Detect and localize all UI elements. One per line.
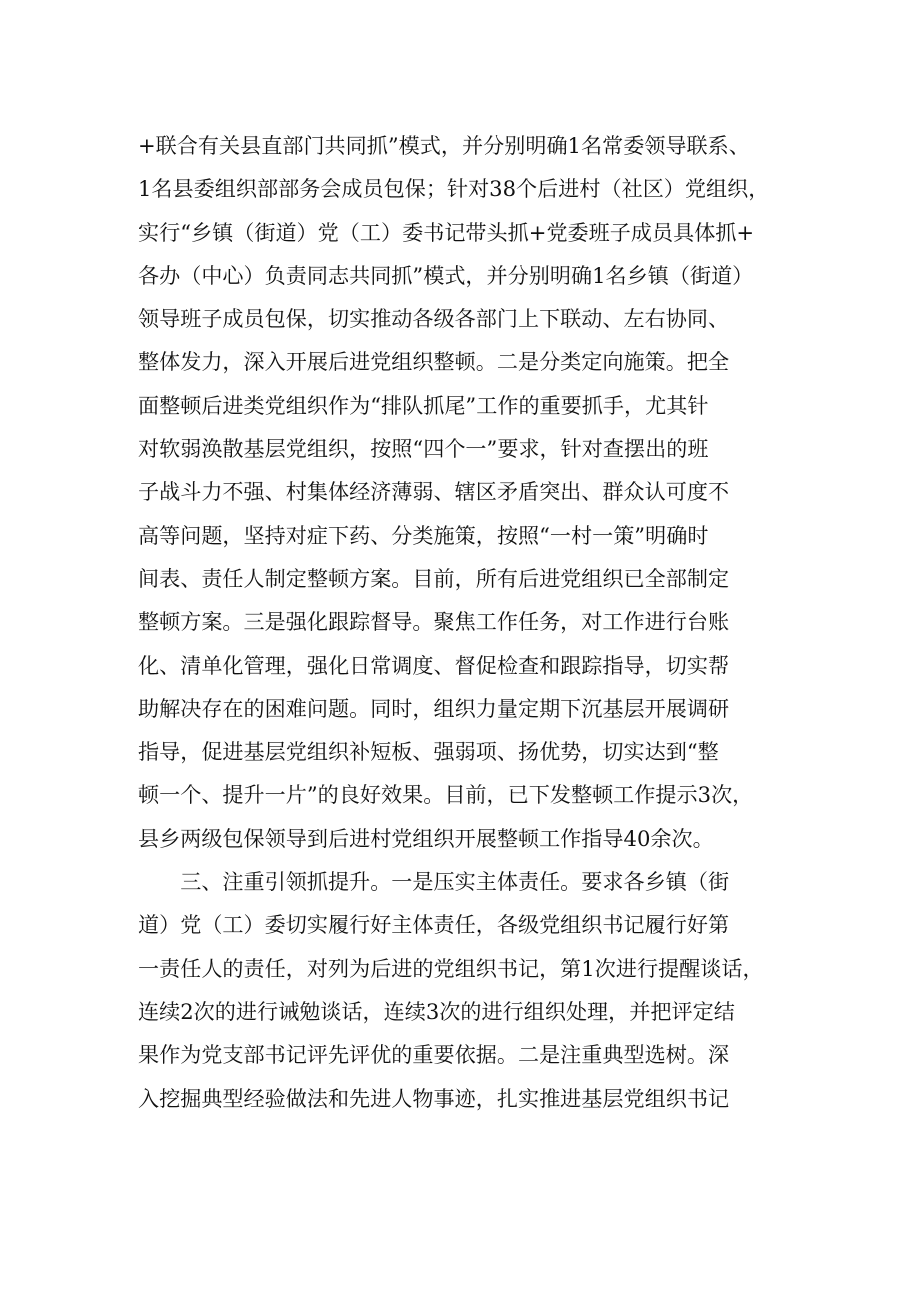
text-line: 指导，促进基层党组织补短板、强弱项、扬优势，切实达到“整: [138, 739, 719, 765]
text-line: 子战斗力不强、村集体经济薄弱、辖区矛盾突出、群众认可度不: [138, 479, 730, 505]
text-line: 助解决存在的困难问题。同时，组织力量定期下沉基层开展调研: [138, 695, 730, 721]
text-line: 道）党（工）委切实履行好主体责任，各级党组织书记履行好第: [138, 912, 730, 938]
text-line: 各办（中心）负责同志共同抓”模式，并分别明确1名乡镇（街道）: [138, 262, 754, 288]
text-line: 实行“乡镇（街道）党（工）委书记带头抓+党委班子成员具体抓+: [138, 219, 755, 245]
text-line: 入挖掘典型经验做法和先进人物事迹，扎实推进基层党组织书记: [138, 1085, 730, 1111]
text-line: 高等问题，坚持对症下药、分类施策，按照“一村一策”明确时: [138, 522, 709, 548]
text-line: 顿一个、提升一片”的良好效果。目前，已下发整顿工作提示3次，: [138, 782, 754, 808]
text-line: 间表、责任人制定整顿方案。目前，所有后进党组织已全部制定: [138, 565, 730, 591]
text-line: 整体发力，深入开展后进党组织整顿。二是分类定向施策。把全: [138, 349, 730, 375]
text-line: 连续2次的进行诫勉谈话，连续3次的进行组织处理，并把评定结: [138, 998, 735, 1024]
text-line: 县乡两级包保领导到后进村党组织开展整顿工作指导40余次。: [138, 825, 714, 851]
text-line: 化、清单化管理，强化日常调度、督促检查和跟踪指导，切实帮: [138, 652, 730, 678]
text-line: 领导班子成员包保，切实推动各级各部门上下联动、左右协同、: [138, 306, 730, 332]
text-line: 整顿方案。三是强化跟踪督导。聚焦工作任务，对工作进行台账: [138, 609, 730, 635]
section-heading-line: 三、注重引领抓提升。一是压实主体责任。要求各乡镇（街: [138, 869, 730, 895]
text-line: 对软弱涣散基层党组织，按照“四个一”要求，针对查摆出的班: [138, 436, 709, 462]
body-text: [138, 124, 798, 1120]
text-line: 1名县委组织部部务会成员包保；针对38个后进村（社区）党组织，: [138, 176, 770, 202]
text-line: 面整顿后进类党组织作为“排队抓尾”工作的重要抓手，尤其针: [138, 392, 709, 418]
text-line: 一责任人的责任，对列为后进的党组织书记，第1次进行提醒谈话，: [138, 955, 764, 981]
text-line: +联合有关县直部门共同抓”模式，并分别明确1名常委领导联系、: [138, 133, 750, 158]
text-line: 果作为党支部书记评先评优的重要依据。二是注重典型选树。深: [138, 1042, 730, 1068]
